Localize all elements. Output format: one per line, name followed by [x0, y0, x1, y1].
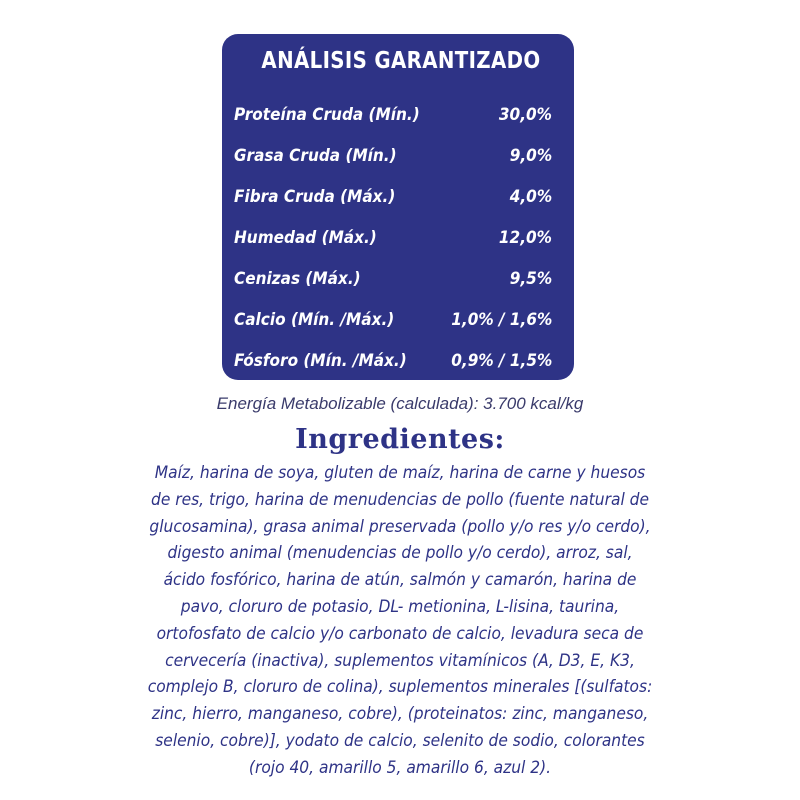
analysis-label: Fósforo (Mín. /Máx.): [234, 350, 407, 371]
analysis-label: Humedad (Máx.): [234, 227, 377, 248]
analysis-value: 9,0%: [509, 145, 552, 166]
ingredients-line: ortofosfato de calcio y/o carbonato de calcio, levadura seca de: [156, 623, 644, 644]
analysis-label: Cenizas (Máx.): [234, 268, 361, 289]
ingredients-line: complejo B, cloruro de colina), suplementos minerales [(sulfatos:: [147, 677, 653, 698]
analysis-value: 12,0%: [498, 227, 552, 248]
analysis-title: ANÁLISIS GARANTIZADO: [261, 48, 541, 74]
ingredients-line: (rojo 40, amarillo 5, amarillo 6, azul 2).: [248, 757, 552, 778]
ingredients-line: de res, trigo, harina de menudencias de pollo (fuente natural de: [150, 489, 650, 510]
analysis-value: 30,0%: [498, 104, 552, 125]
ingredients-line: Maíz, harina de soya, gluten de maíz, harina de carne y huesos: [154, 463, 646, 483]
analysis-label: Calcio (Mín. /Máx.): [234, 309, 395, 330]
analysis-value: 9,5%: [509, 268, 552, 289]
analysis-row-fiber: [234, 176, 552, 217]
metabolizable-energy-note: Energía Metabolizable (calculada): 3.700 kcal/kg: [216, 394, 584, 413]
ingredients-line: pavo, cloruro de potasio, DL- metionina, L-lisina, taurina,: [180, 596, 620, 617]
ingredients-line: glucosamina), grasa animal preservada (pollo y/o res y/o cerdo),: [149, 516, 651, 537]
analysis-value: 1,0% / 1,6%: [450, 309, 552, 330]
analysis-value: 4,0%: [509, 186, 552, 207]
ingredients-line: zinc, hierro, manganeso, cobre), (proteinatos: zinc, manganeso,: [151, 704, 649, 725]
analysis-label: Grasa Cruda (Mín.): [234, 145, 397, 166]
analysis-label: Fibra Cruda (Máx.): [234, 186, 396, 207]
ingredients-line: cervecería (inactiva), suplementos vitamínicos (A, D3, E, K3,: [165, 650, 635, 671]
guaranteed-analysis-panel: [222, 34, 574, 380]
analysis-label: Proteína Cruda (Mín.): [234, 104, 420, 125]
analysis-row-protein: [234, 94, 552, 135]
analysis-row-ash: [234, 258, 552, 299]
analysis-value: 0,9% / 1,5%: [450, 350, 552, 371]
analysis-row-moisture: [234, 217, 552, 258]
ingredients-list: [100, 460, 700, 782]
analysis-row-phosphorus: [234, 340, 552, 381]
ingredients-line: selenio, cobre)], yodato de calcio, selenito de sodio, colorantes: [155, 730, 645, 751]
ingredients-line: digesto animal (menudencias de pollo y/o cerdo), arroz, sal,: [167, 543, 633, 564]
ingredients-line: ácido fosfórico, harina de atún, salmón y camarón, harina de: [163, 570, 637, 591]
ingredients-heading: Ingredientes:: [295, 424, 505, 455]
analysis-row-calcium: [234, 299, 552, 340]
analysis-row-fat: [234, 135, 552, 176]
